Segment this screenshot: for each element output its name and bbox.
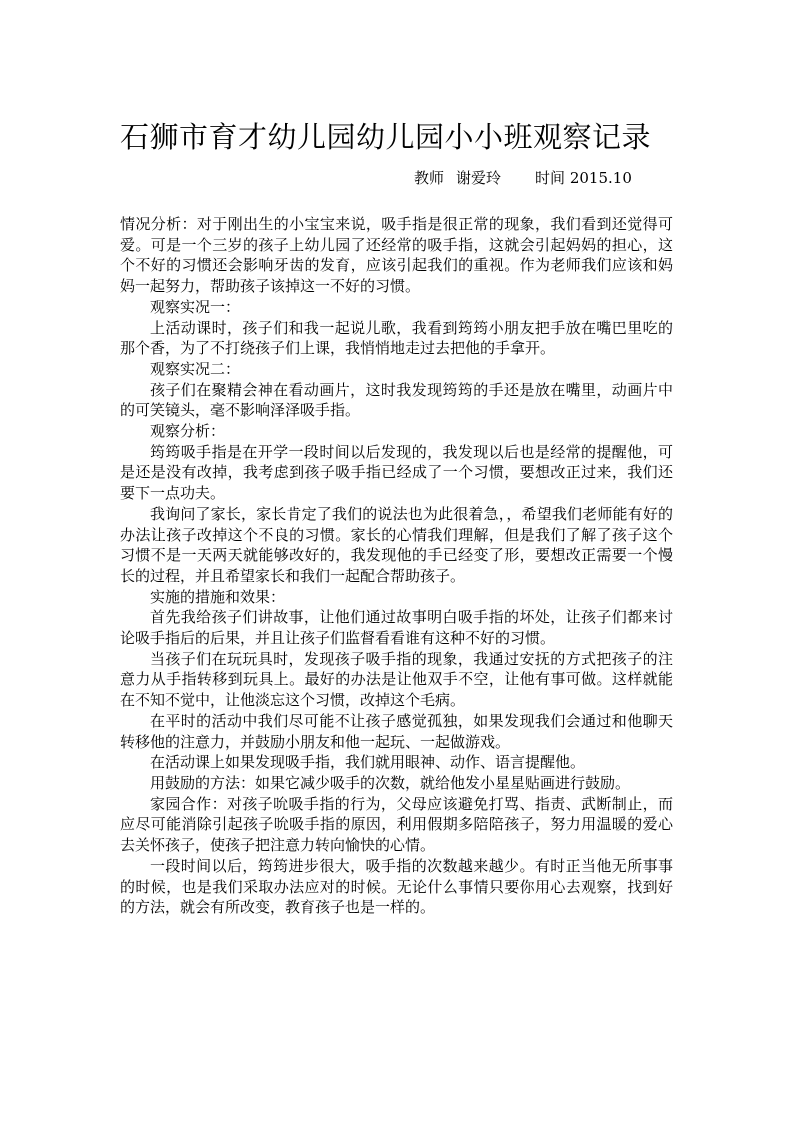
paragraph: 用鼓励的方法：如果它减少吸手的次数，就给他发小星星贴画进行鼓励。 xyxy=(150,773,631,792)
document-body xyxy=(120,214,673,918)
paragraph: 首先我给孩子们讲故事，让他们通过故事明白吸手指的坏处，让孩子们都来讨论吸手指后的后果，并且让孩子们监督看看谁有这种不好的习惯。 xyxy=(120,608,673,648)
time-value: 2015.10 xyxy=(569,169,632,187)
paragraph: 观察实况二： xyxy=(150,359,241,378)
teacher-name: 谢爱玲 xyxy=(456,169,502,187)
paragraph: 筠筠吸手指是在开学一段时间以后发现的，我发现以后也是经常的提醒他，可是还是没有改掉，我考虑到孩子吸手指已经成了一个习惯，要想改正过来，我们还要下一点功夫。 xyxy=(120,442,673,503)
paragraph: 上活动课时，孩子们和我一起说儿歌，我看到筠筠小朋友把手放在嘴巴里吃的那个香，为了不打绕孩子们上课，我悄悄地走过去把他的手拿开。 xyxy=(120,318,673,358)
paragraph: 观察分析： xyxy=(150,422,226,441)
teacher-label: 教师 xyxy=(414,169,445,187)
paragraph: 在平时的活动中我们尽可能不让孩子感觉孤独，如果发现我们会通过和他聊天转移他的注意力，并鼓励小朋友和他一起玩、一起做游戏。 xyxy=(120,711,673,751)
time-label: 时间 xyxy=(535,169,566,187)
paragraph: 孩子们在聚精会神在看动画片，这时我发现筠筠的手还是放在嘴里，动画片中的可笑镜头，毫不影响泽泽吸手指。 xyxy=(120,380,673,420)
document-meta xyxy=(414,166,632,190)
paragraph: 实施的措施和效果： xyxy=(150,587,286,606)
paragraph: 当孩子们在玩玩具时，发现孩子吸手指的现象，我通过安抚的方式把孩子的注意力从手指转移到玩具上。最好的办法是让他双手不空，让他有事可做。这样就能在不知不觉中，让他淡忘这个习惯，改掉这个毛病。 xyxy=(120,649,673,710)
paragraph: 在活动课上如果发现吸手指，我们就用眼神、动作、语言提醒他。 xyxy=(150,753,586,772)
paragraph: 情况分析：对于刚出生的小宝宝来说，吸手指是很正常的现象，我们看到还觉得可爱。可是一个三岁的孩子上幼儿园了还经常的吸手指，这就会引起妈妈的担心，这个不好的习惯还会影响牙齿的发育，应该引起我们的重视。作为老师我们应该和妈妈一起努力，帮助孩子该掉这一不好的习惯。 xyxy=(120,215,673,296)
paragraph: 我询问了家长，家长肯定了我们的说法也为此很着急，，希望我们老师能有好的办法让孩子改掉这个不良的习惯。家长的心情我们理解，但是我们了解了孩子这个习惯不是一天两天就能够改好的，我发现他的手已经变了形，要想改正需要一个慢长的过程，并且希望家长和我们一起配合帮助孩子。 xyxy=(120,504,673,585)
paragraph: 一段时间以后，筠筠进步很大，吸手指的次数越来越少。有时正当他无所事事的时候，也是我们采取办法应对的时候。无论什么事情只要你用心去观察，找到好的方法，就会有所改变，教育孩子也是一样的。 xyxy=(120,856,673,917)
document-title: 石狮市育才幼儿园幼儿园小小班观察记录 xyxy=(120,120,652,154)
paragraph: 观察实况一： xyxy=(150,297,241,316)
paragraph: 家园合作：对孩子吮吸手指的行为，父母应该避免打骂、指责、武断制止，而应尽可能消除引起孩子吮吸手指的原因，利用假期多陪陪孩子，努力用温暖的爱心去关怀孩子，使孩子把注意力转向愉快的心情。 xyxy=(120,794,673,855)
